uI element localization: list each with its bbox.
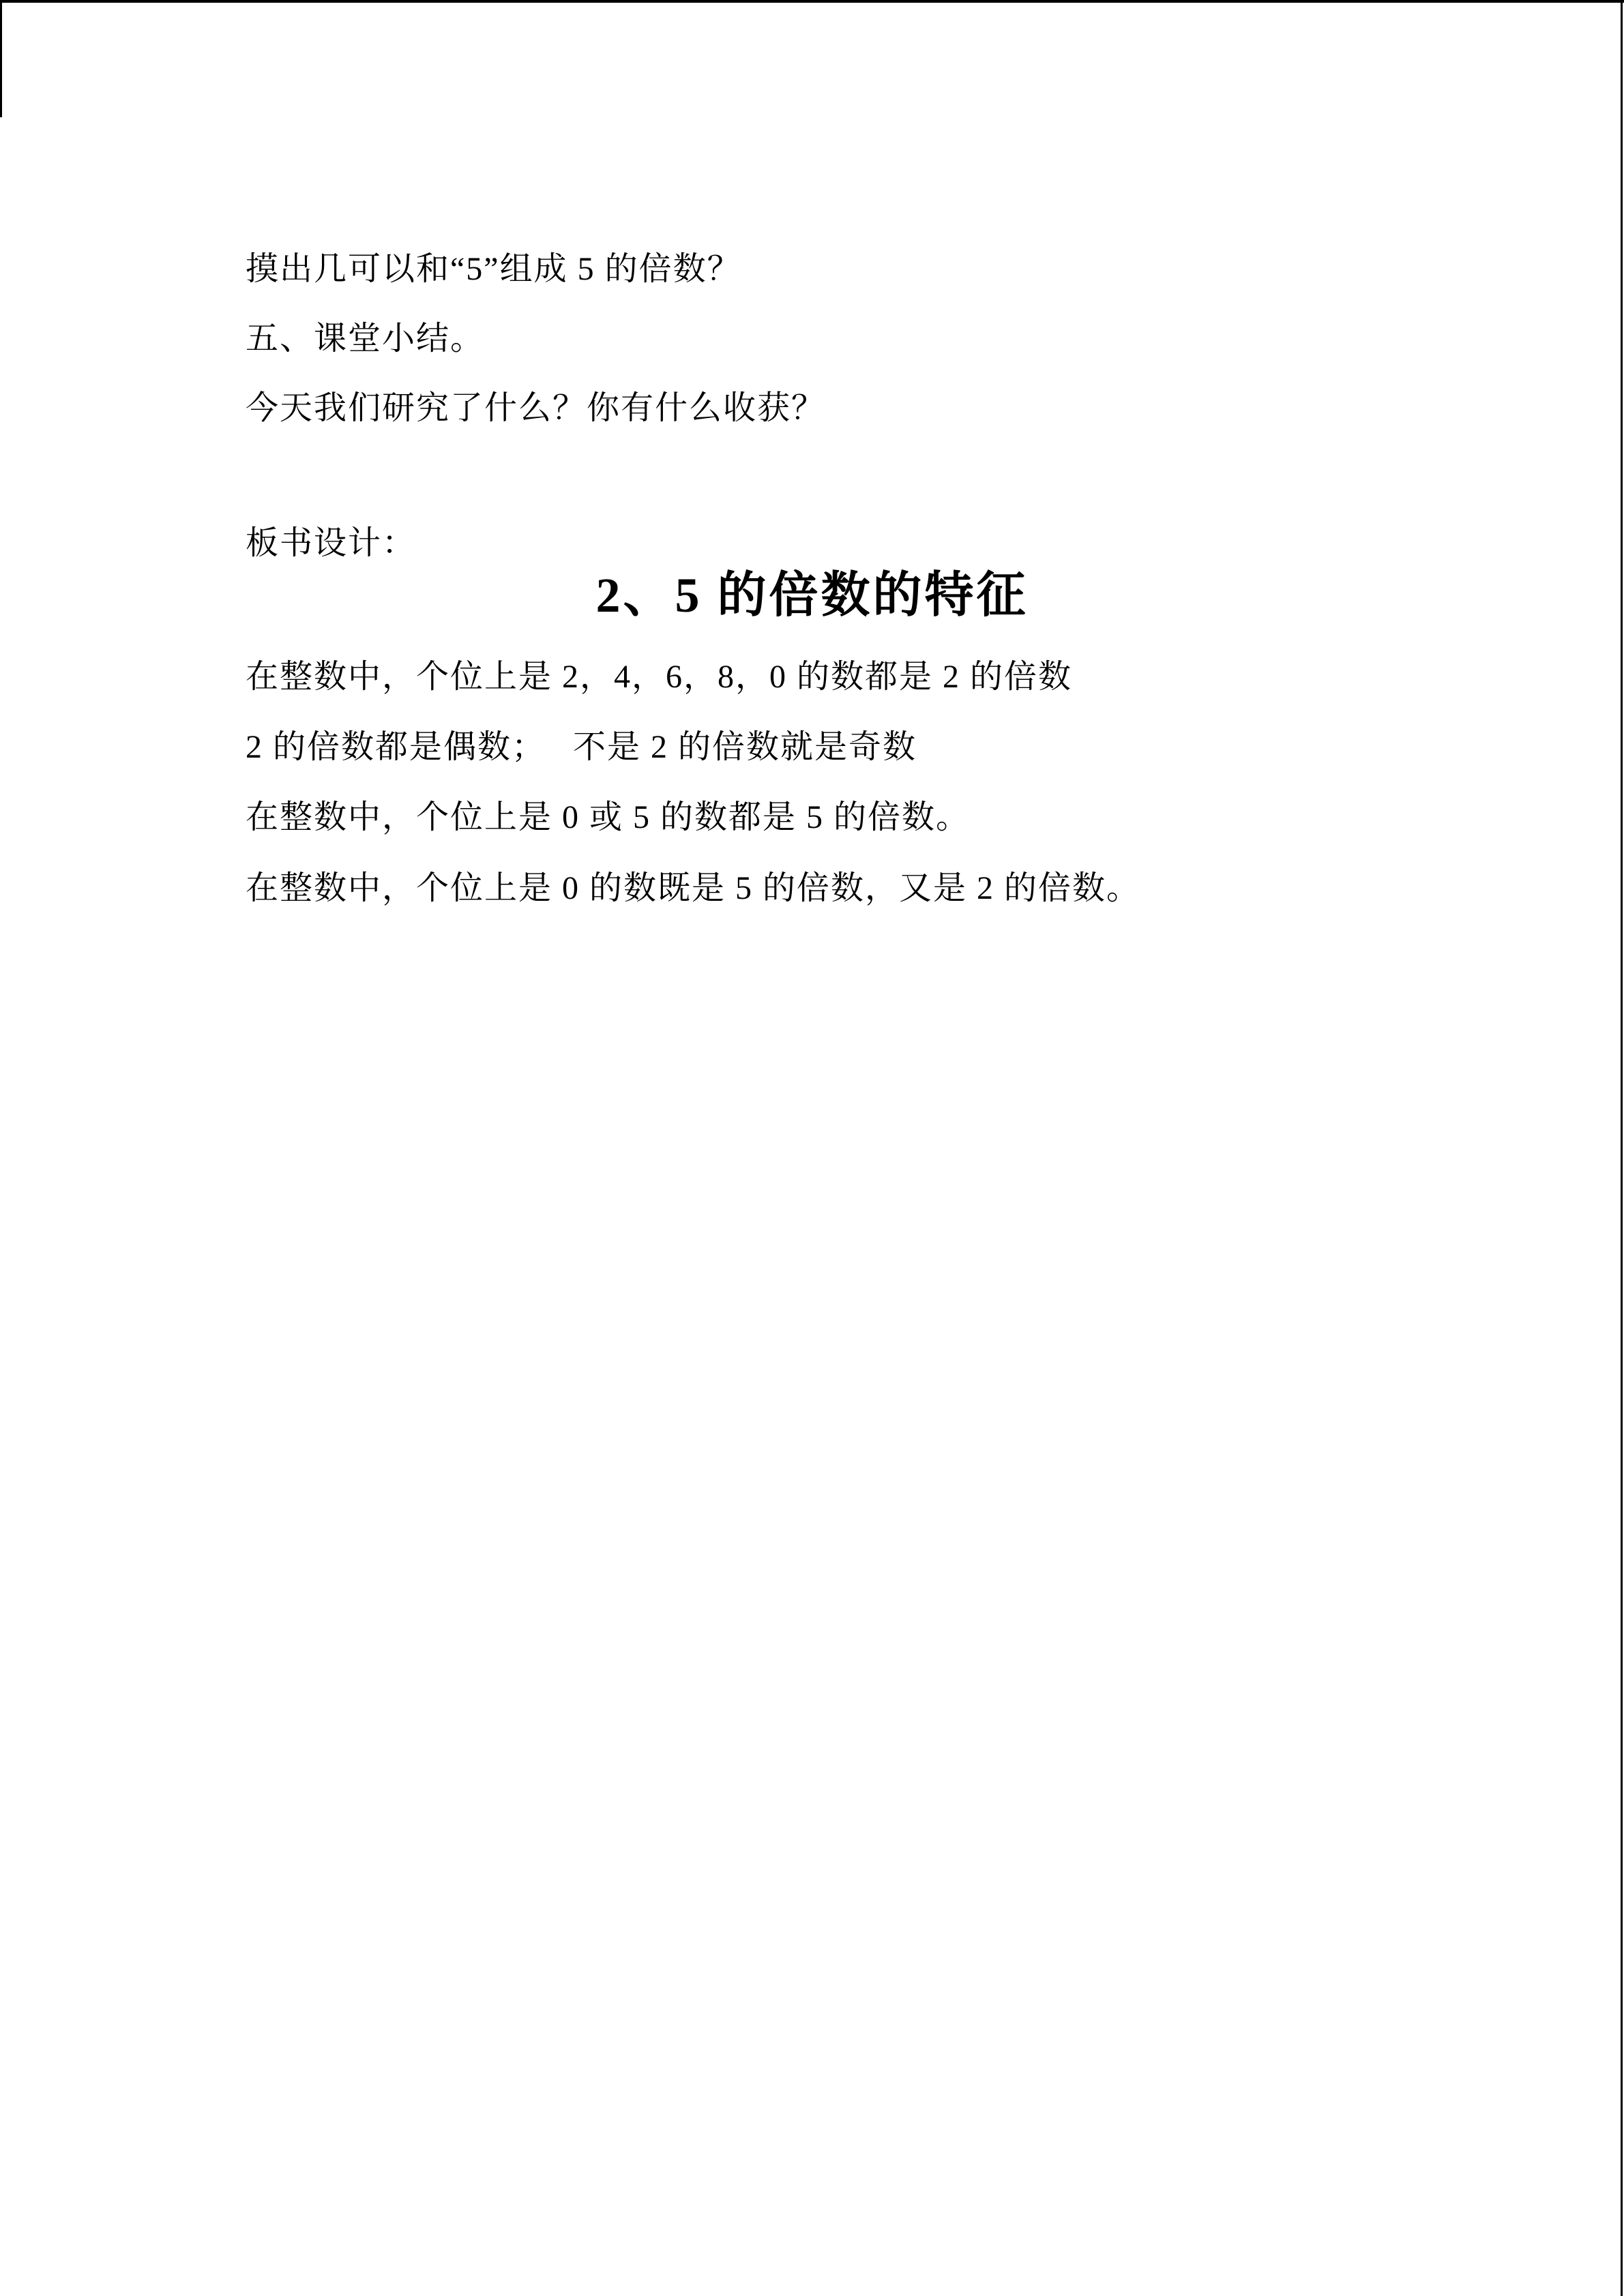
intro-line-1: 摸出几可以和“5”组成 5 的倍数？ — [246, 251, 741, 287]
intro-line-2: 五、课堂小结。 — [246, 320, 485, 357]
intro-line-3: 今天我们研究了什么？你有什么收获？ — [246, 390, 826, 426]
scan-edge-left — [0, 0, 2, 117]
board-line-1: 在整数中，个位上是 2，4，6，8，0 的数都是 2 的倍数 — [246, 659, 1073, 695]
board-design-title: 2、5 的倍数的特征 — [595, 568, 1029, 623]
board-design-label: 板书设计： — [246, 525, 417, 561]
board-line-4: 在整数中，个位上是 0 的数既是 5 的倍数，又是 2 的倍数。 — [246, 870, 1141, 906]
scan-edge-top — [0, 0, 1624, 3]
board-line-2: 2 的倍数都是偶数； 不是 2 的倍数就是奇数 — [246, 729, 917, 765]
board-line-3: 在整数中，个位上是 0 或 5 的数都是 5 的倍数。 — [246, 799, 971, 835]
scan-edge-right — [1621, 0, 1623, 2296]
